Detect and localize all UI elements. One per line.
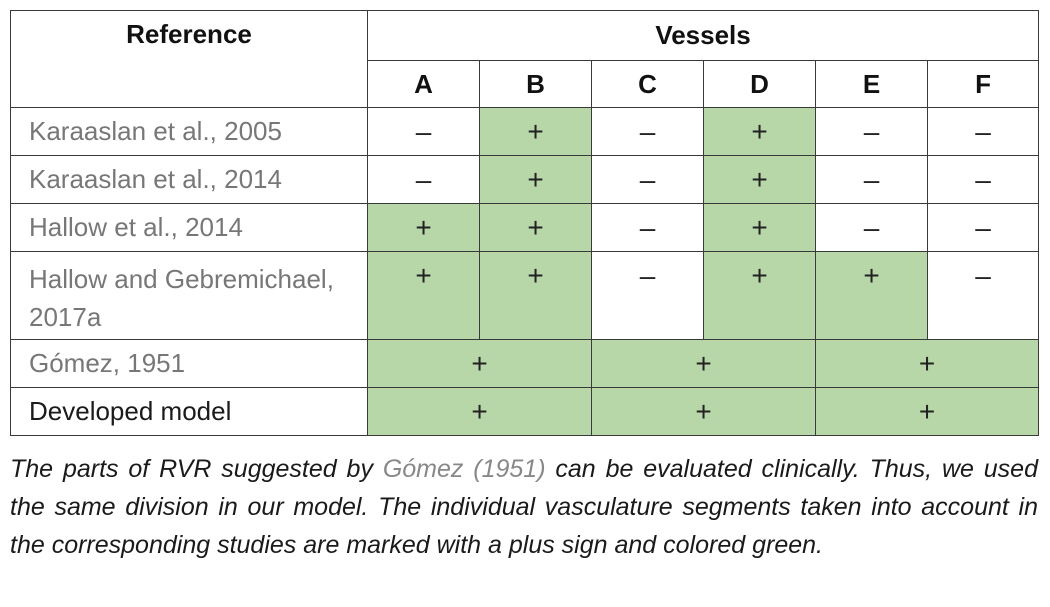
table-row [11,252,1039,340]
vessel-cell: + [480,204,592,252]
vessel-cell: – [368,156,480,204]
vessel-cell: – [592,252,704,340]
vessels-header: Vessels [368,11,1039,61]
vessel-cell: + [704,252,816,340]
reference-cell: Karaaslan et al., 2005 [11,108,368,156]
vessel-cell: – [928,156,1039,204]
vessel-cell: + [368,252,480,340]
reference-cell: Karaaslan et al., 2014 [11,156,368,204]
reference-cell: Developed model [11,388,368,436]
column-header-c: C [592,61,704,108]
vessel-cell: – [368,108,480,156]
column-header-d: D [704,61,816,108]
table-caption [10,450,1038,564]
vessel-cell: + [368,388,592,436]
caption-text-end: can be evaluated clinically. Thus, we used the same division in our model. The individual vasculature segments taken into account in the corresponding studies are marked with a plus sign and colored green. [10,455,1038,559]
reference-header: Reference [11,11,368,108]
vessels-table [10,10,1039,436]
vessel-cell: + [480,108,592,156]
vessel-cell: – [592,204,704,252]
vessel-cell: – [592,108,704,156]
vessel-cell: – [592,156,704,204]
vessel-cell: + [480,252,592,340]
vessel-cell: + [480,156,592,204]
reference-cell: Gómez, 1951 [11,340,368,388]
table-row [11,204,1039,252]
column-header-f: F [928,61,1039,108]
reference-cell: Hallow et al., 2014 [11,204,368,252]
vessel-cell: – [928,252,1039,340]
vessel-cell: – [928,204,1039,252]
vessel-cell: + [368,340,592,388]
vessel-cell: + [592,388,816,436]
column-header-a: A [368,61,480,108]
vessel-cell: – [816,108,928,156]
table-row [11,340,1039,388]
reference-cell: Hallow and Gebremichael, 2017a [11,252,368,340]
vessel-cell: + [816,388,1039,436]
vessel-cell: – [928,108,1039,156]
table-row [11,388,1039,436]
vessel-cell: + [368,204,480,252]
vessel-cell: + [816,252,928,340]
column-header-e: E [816,61,928,108]
vessel-cell: – [816,156,928,204]
vessel-cell: + [704,156,816,204]
vessel-cell: + [704,108,816,156]
vessel-cell: + [816,340,1039,388]
table-row [11,156,1039,204]
citation-link[interactable]: Gómez (1951) [382,455,546,483]
table-row [11,108,1039,156]
caption-text-start: The parts of RVR suggested by [10,455,383,483]
column-header-b: B [480,61,592,108]
vessel-cell: – [816,204,928,252]
vessel-cell: + [592,340,816,388]
vessel-cell: + [704,204,816,252]
